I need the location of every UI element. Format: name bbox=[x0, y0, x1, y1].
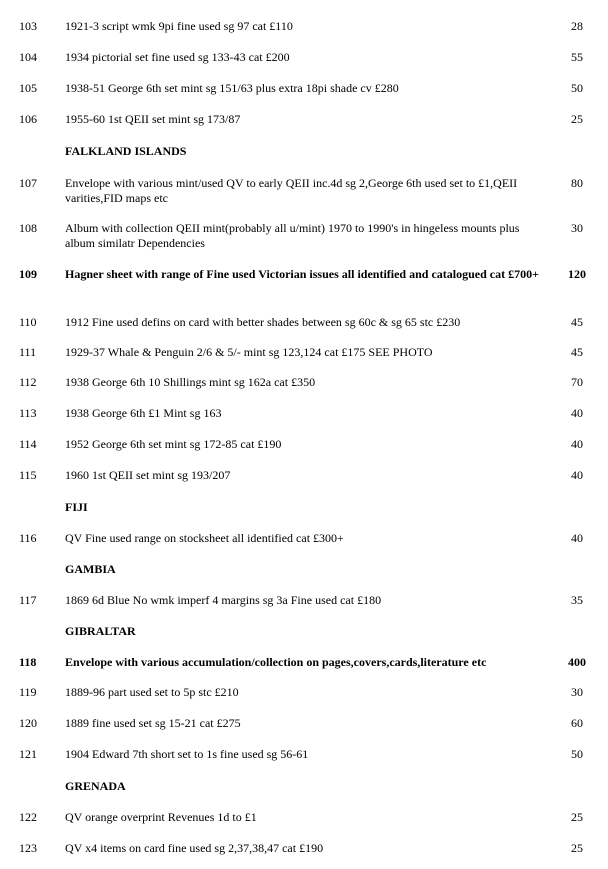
lot-number: 108 bbox=[19, 221, 37, 235]
lot-number: 105 bbox=[19, 81, 37, 95]
lot-estimate: 35 bbox=[571, 593, 583, 607]
lot-estimate: 25 bbox=[571, 810, 583, 824]
lot-number: 120 bbox=[19, 716, 37, 730]
lot-number: 121 bbox=[19, 747, 37, 761]
lot-number: 113 bbox=[19, 406, 37, 420]
section-heading: FIJI bbox=[65, 500, 88, 514]
lot-description: QV x4 items on card fine used sg 2,37,38,47 cat £190 bbox=[65, 841, 324, 855]
lot-description: 1929-37 Whale & Penguin 2/6 & 5/- mint sg 123,124 cat £175 SEE PHOTO bbox=[65, 345, 433, 359]
lot-description: 1869 6d Blue No wmk imperf 4 margins sg 3a Fine used cat £180 bbox=[65, 593, 382, 607]
lot-number: 106 bbox=[19, 112, 37, 126]
lot-description: 1934 pictorial set fine used sg 133-43 cat £200 bbox=[65, 50, 290, 64]
lot-number: 112 bbox=[19, 375, 37, 389]
lot-number: 107 bbox=[19, 176, 37, 190]
lot-description: Envelope with various accumulation/collection on pages,covers,cards,literature etc bbox=[65, 655, 487, 669]
lot-description: 1904 Edward 7th short set to 1s fine used sg 56-61 bbox=[65, 747, 309, 761]
lot-description: 1955-60 1st QEII set mint sg 173/87 bbox=[65, 112, 241, 126]
lot-estimate: 55 bbox=[571, 50, 583, 64]
lot-description: 1938-51 George 6th set mint sg 151/63 plus extra 18pi shade cv £280 bbox=[65, 81, 399, 95]
lot-description: 1912 Fine used defins on card with better shades between sg 60c & sg 65 stc £230 bbox=[65, 315, 461, 329]
lot-estimate: 50 bbox=[571, 81, 583, 95]
lot-number: 119 bbox=[19, 685, 37, 699]
section-heading: GRENADA bbox=[65, 779, 126, 793]
lot-estimate: 120 bbox=[568, 267, 586, 281]
lot-estimate: 70 bbox=[571, 375, 583, 389]
lot-description: QV Fine used range on stocksheet all identified cat £300+ bbox=[65, 531, 344, 545]
lot-description: Envelope with various mint/used QV to early QEII inc.4d sg 2,George 6th used set to £1,QEII varities,FID maps etc bbox=[65, 176, 518, 205]
section-heading: GIBRALTAR bbox=[65, 624, 136, 638]
lot-estimate: 25 bbox=[571, 841, 583, 855]
lot-estimate: 25 bbox=[571, 112, 583, 126]
lot-estimate: 40 bbox=[571, 406, 583, 420]
lot-description: QV orange overprint Revenues 1d to £1 bbox=[65, 810, 257, 824]
lot-description: 1960 1st QEII set mint sg 193/207 bbox=[65, 468, 231, 482]
lot-estimate: 30 bbox=[571, 685, 583, 699]
lot-estimate: 80 bbox=[571, 176, 583, 190]
lot-estimate: 30 bbox=[571, 221, 583, 235]
lot-number: 114 bbox=[19, 437, 37, 451]
lot-estimate: 45 bbox=[571, 345, 583, 359]
lot-number: 116 bbox=[19, 531, 37, 545]
lot-description: 1938 George 6th 10 Shillings mint sg 162a cat £350 bbox=[65, 375, 316, 389]
lot-description: 1952 George 6th set mint sg 172-85 cat £190 bbox=[65, 437, 282, 451]
lot-number: 115 bbox=[19, 468, 37, 482]
lot-estimate: 40 bbox=[571, 468, 583, 482]
lot-description: 1889-96 part used set to 5p stc £210 bbox=[65, 685, 239, 699]
lot-number: 111 bbox=[19, 345, 37, 359]
lot-number: 122 bbox=[19, 810, 37, 824]
lot-estimate: 28 bbox=[571, 19, 583, 33]
section-heading: GAMBIA bbox=[65, 562, 116, 576]
lot-number: 104 bbox=[19, 50, 37, 64]
lot-number: 110 bbox=[19, 315, 37, 329]
lot-number: 103 bbox=[19, 19, 37, 33]
lot-estimate: 40 bbox=[571, 437, 583, 451]
lot-estimate: 40 bbox=[571, 531, 583, 545]
lot-number: 109 bbox=[19, 267, 37, 281]
lot-description: 1938 George 6th £1 Mint sg 163 bbox=[65, 406, 222, 420]
lot-description: Album with collection QEII mint(probably all u/mint) 1970 to 1990's in hingeless mounts plus album similatr Dependencies bbox=[65, 221, 520, 250]
lot-number: 118 bbox=[19, 655, 37, 669]
lot-estimate: 60 bbox=[571, 716, 583, 730]
lot-description: 1889 fine used set sg 15-21 cat £275 bbox=[65, 716, 241, 730]
lot-description: Hagner sheet with range of Fine used Victorian issues all identified and catalogued cat £700+ bbox=[65, 267, 539, 281]
section-heading: FALKLAND ISLANDS bbox=[65, 144, 187, 158]
lot-estimate: 400 bbox=[568, 655, 586, 669]
lot-number: 123 bbox=[19, 841, 37, 855]
lot-description: 1921-3 script wmk 9pi fine used sg 97 cat £110 bbox=[65, 19, 293, 33]
lot-estimate: 50 bbox=[571, 747, 583, 761]
lot-estimate: 45 bbox=[571, 315, 583, 329]
lot-number: 117 bbox=[19, 593, 37, 607]
